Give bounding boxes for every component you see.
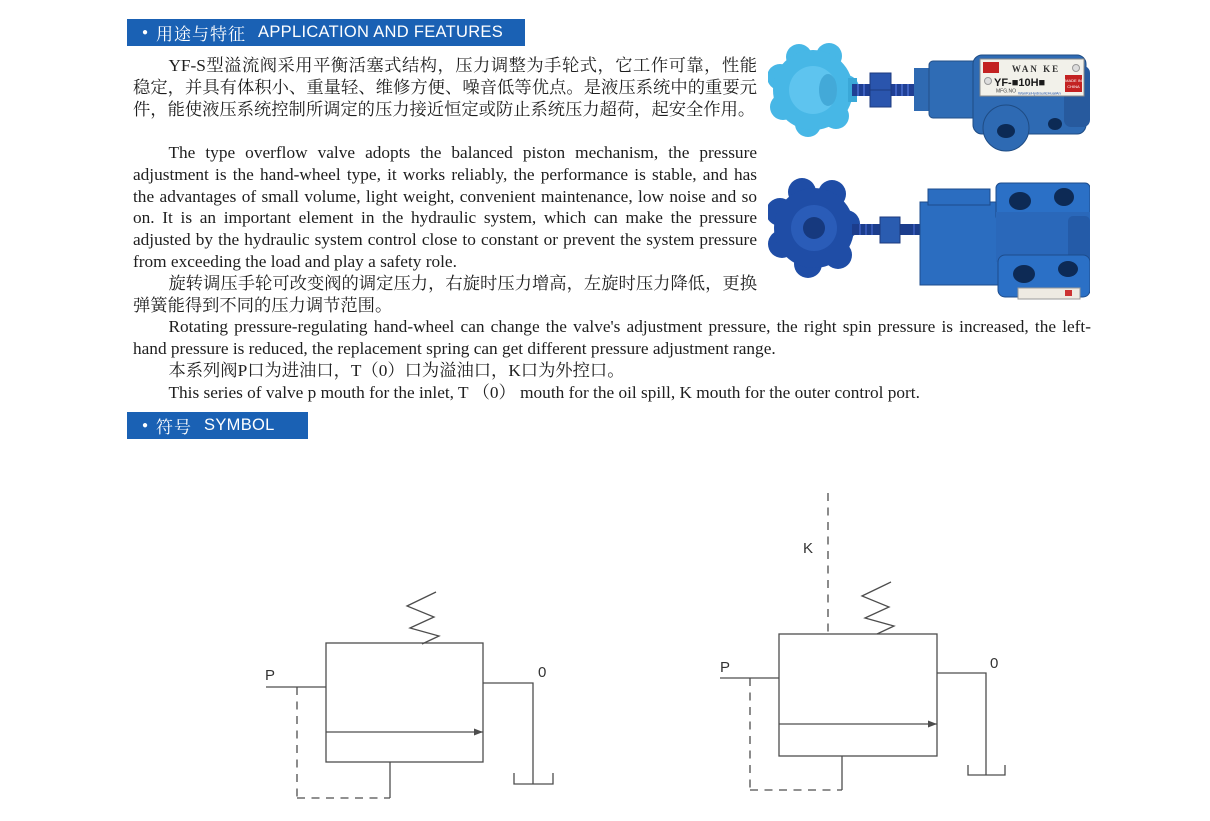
- valve-envelope: [326, 643, 483, 762]
- section-title-zh: 符号: [156, 418, 193, 437]
- arrowhead-icon: [474, 729, 483, 736]
- section-header-symbol: [127, 412, 308, 439]
- handwheel-light-blue: [768, 43, 859, 137]
- brand-logo-red: [983, 62, 999, 73]
- o-port-line: [937, 673, 986, 775]
- port-label-p: P: [720, 659, 731, 676]
- hydraulic-symbol-right: [700, 485, 1022, 820]
- valve-stem: [848, 73, 916, 107]
- spring-symbol: [407, 592, 439, 644]
- bullet-icon: ●: [142, 420, 149, 431]
- bullet-icon: ●: [142, 27, 149, 38]
- section-title-en: APPLICATION AND FEATURES: [258, 23, 504, 41]
- valve-stem: [852, 217, 922, 243]
- product-label: [980, 59, 1084, 96]
- port-label-o: 0: [538, 664, 547, 681]
- label-origin-line1: MADE IN: [1065, 78, 1082, 83]
- paragraph-intro-en: The type overflow valve adopts the balanced piston mechanism, the pressure adjustment is the hand-wheel type, it works reliably, the performance is stable, and has the advantages of small volume, light weight, convenient maintenance, low noise and so on. It is an important element in the hydraulic system, which can make the pressure adjusted by the hydraulic system control close to constant or prevent the system pressure from exceeding the load and play a safety role.: [133, 143, 757, 271]
- valve-envelope: [779, 634, 937, 756]
- port-label-o: 0: [990, 655, 999, 672]
- label-model-text: YF-■10H■: [994, 77, 1046, 89]
- product-photo-bottom-valve: [768, 162, 1090, 308]
- valve-body: [920, 183, 1090, 299]
- hydraulic-symbol-left: [250, 585, 570, 815]
- paragraph-adjust-en: Rotating pressure-regulating hand-wheel can change the valve's adjustment pressure, the right spin pressure is increased, the left-hand pressure is reduced, the replacement spring can get different pressure adjustment range.: [133, 317, 1091, 358]
- arrowhead-icon: [928, 721, 937, 728]
- port-label-k: K: [803, 540, 814, 557]
- label-maker-text: WanKeHydraulicHuaiAn: [1018, 90, 1061, 96]
- section-title-zh: 用途与特征: [156, 25, 247, 44]
- label-mfg-text: MFG.NO: [996, 88, 1016, 95]
- handwheel-dark-blue: [768, 178, 860, 278]
- product-photo-top-valve: [768, 28, 1090, 154]
- section-title-en: SYMBOL: [204, 416, 275, 434]
- label-origin-line2: CHINA: [1067, 84, 1080, 89]
- label-brand-text: WAN KE: [1011, 64, 1061, 74]
- paragraph-ports-zh: 本系列阀P口为进油口，T（0）口为溢油口，K口为外控口。: [168, 361, 625, 380]
- spring-symbol: [862, 582, 894, 634]
- section-header-features: [127, 19, 525, 46]
- paragraph-adjust-zh: 旋转调压手轮可改变阀的调定压力，右旋时压力增高，左旋时压力降低，更换弹簧能得到不同的压力调节范围。: [133, 274, 757, 315]
- paragraph-intro-zh: YF-S型溢流阀采用平衡活塞式结构，压力调整为手轮式，它工作可靠，性能稳定，并具有体积小、重量轻、维修方便、噪音低等优点。是液压系统中的重要元件，能使液压系统控制所调定的压力接近恒定或防止系统压力超荷，起安全作用。: [133, 56, 757, 119]
- paragraph-ports-en: This series of valve p mouth for the inlet, T （0） mouth for the oil spill, K mouth for the outer control port.: [168, 383, 920, 402]
- port-label-p: P: [265, 667, 276, 684]
- o-port-line: [483, 683, 533, 784]
